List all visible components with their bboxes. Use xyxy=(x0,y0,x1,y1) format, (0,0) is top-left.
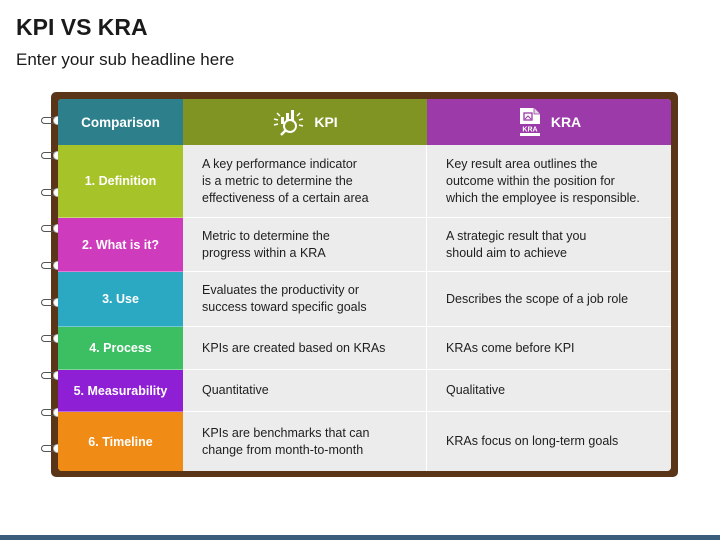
kra-icon-text: KRA xyxy=(522,126,538,134)
row-label-timeline: 6. Timeline xyxy=(58,412,183,471)
header-kpi-label: KPI xyxy=(314,114,338,130)
kra-definition-cell xyxy=(427,145,671,218)
kpi-what-is-it-cell xyxy=(183,218,427,272)
row-label-definition: 1. Definition xyxy=(58,145,183,218)
kpi-process-text: KPIs are created based on KRAs xyxy=(202,340,386,355)
kra-use-cell xyxy=(427,272,671,327)
row-label-use: 3. Use xyxy=(58,272,183,327)
kpi-measurability-text: Quantitative xyxy=(202,383,269,397)
kra-definition-text: Key result area outlines the outcome within the position for which the employee is responsible. xyxy=(446,156,640,205)
kpi-use-text: Evaluates the productivity or success toward specific goals xyxy=(202,283,367,314)
kra-what-is-it-cell xyxy=(427,218,671,272)
header-kra xyxy=(427,99,671,145)
row-label-what-is-it: 2. What is it? xyxy=(58,218,183,272)
kpi-process-cell xyxy=(183,327,427,370)
header-kra-label: KRA xyxy=(550,114,582,130)
page-subtitle: Enter your sub headline here xyxy=(16,50,235,69)
kra-measurability-text: Qualitative xyxy=(446,383,506,397)
kra-timeline-text: KRAs focus on long-term goals xyxy=(446,434,619,448)
kpi-definition-cell xyxy=(183,145,427,218)
kpi-use-cell xyxy=(183,272,427,327)
footer-bar xyxy=(0,535,720,540)
kpi-timeline-cell xyxy=(183,412,427,471)
kpi-chart-magnifier-icon xyxy=(272,108,306,136)
kpi-timeline-text: KPIs are benchmarks that can change from month-to-month xyxy=(202,425,370,457)
kra-process-cell xyxy=(427,327,671,370)
comparison-table xyxy=(58,99,671,471)
kra-measurability-cell xyxy=(427,370,671,412)
kpi-definition-text: A key performance indicator is a metric to determine the effectiveness of a certain area xyxy=(202,156,369,205)
header-kpi xyxy=(183,99,427,145)
kra-document-icon xyxy=(517,107,543,137)
header-comparison xyxy=(58,99,183,145)
header-comparison-label: Comparison xyxy=(81,114,160,130)
kra-process-text: KRAs come before KPI xyxy=(446,340,575,355)
row-label-measurability: 5. Measurability xyxy=(58,370,183,412)
page-title: KPI VS KRA xyxy=(16,14,148,40)
kpi-what-is-it-text: Metric to determine the progress within a KRA xyxy=(202,228,330,260)
row-label-process: 4. Process xyxy=(58,327,183,370)
kra-what-is-it-text: A strategic result that you should aim to achieve xyxy=(446,228,587,260)
kra-use-text: Describes the scope of a job role xyxy=(446,291,629,306)
kpi-measurability-cell xyxy=(183,370,427,412)
kra-timeline-cell xyxy=(427,412,671,471)
